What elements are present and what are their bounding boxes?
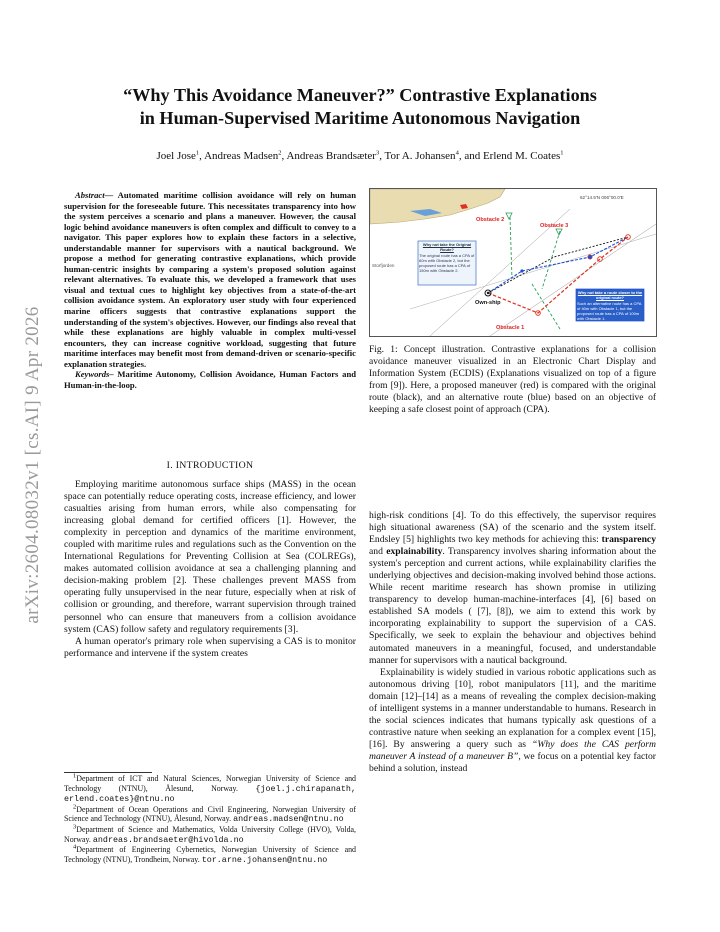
author: Andreas Brandsæter$^3$ [286,149,380,162]
paragraph: Employing maritime autonomous surface ships (MASS) in the ocean space can potentially reduce operating costs, increase efficiency, and lower casualties arising from human errors, while also compensating for increasing global demand for certified officers [1]. However, the complexity in perception and dynamics of the maritime environment, coupled with maritime rules and regulations such as the Convention on the International Regulations for Preventing Collision at Sea (COLREGs), makes automated collision avoidance at sea a challenging planning and decision-making problem [2]. These challenges prevent MASS from operating fully unsupervised in the near future, especially when at risk of collision or grounding, and therefore, warrant supervision through trained personnel who can ensure that maneuvers from a collision avoidance system (CAS) follow safety and regulatory requirements [3]. [64,479,356,635]
obstacle-1-label: Obstacle 1 [496,325,525,331]
introduction-continued [369,510,656,775]
email: andreas.madsen@ntnu.no [233,814,344,825]
paragraph: A human operator's primary role when supervising a CAS is to monitor performance and intervene if the system creates [64,635,356,659]
author-list: Joel Jose$^1$, Andreas Madsen$^2$, Andreas Brandsæter$^3$, Tor A. Johansen$^4$, and Erlend M. Coates$^1$ [156,149,564,162]
section-heading: I. INTRODUCTION [166,460,254,471]
abstract [64,190,356,390]
footnotes [64,774,356,865]
own-ship-label: Own-ship [475,300,501,306]
author: Andreas Madsen$^2$ [204,149,282,162]
keywords-label: Keywords– [75,369,114,380]
paper-title [60,84,660,130]
paragraph: Explainability is widely studied in various robotic applications such as autonomous driving [10], robot manipulators [11], and the maritime domain [12]–[14] as a means of revealing the complex decision-making of intelligent systems in a manner understandable to humans. Research in the social sciences indicates that humans typically ask questions of a contrastive nature when seeking an explanation for a complex event [15], [16]. By answering a query such as “Why does the CAS perform maneuver A instead of a maneuver B”, we focus on a potential key factor behind a solution, instead [369,666,657,774]
box-alternative-text: Such an alternative route has a CPA of 40m with Obstacle 1, but the proposed route has a CPA of 100m with Obstacle 1. [577,301,642,320]
author: Joel Jose$^1$ [156,149,200,162]
email: {joel.j.chirapanath, erlend.coates}@ntnu.no [64,783,356,805]
caption-text: Concept illustration. Contrastive explanations for a collision avoidance maneuver visualized in an Electronic Chart Display and Information System (ECDIS) (Explanations visualized on top of a figure from [9]). Here, a proposed maneuver (red) is compared with the original route (black), and an alternative route (blue) based on an objective of keeping a safe closest point of approach (CPA). [369,345,657,416]
own-ship-center [487,292,489,294]
footnote: $^2$Department of Ocean Operations and Civil Engineering, Norwegian University of Science and Technology (NTNU), Ålesund, Norway. andreas.madsen@ntnu.no [64,803,356,825]
abstract-text: Automated maritime collision avoidance will rely on human supervision for the foreseeable future. This necessitates transparency into how the system perceives a scenario and plans a maneuver. However, the causal logic behind avoidance maneuvers is often complex and difficult to convey to a navigator. This paper explores how to explain these factors in a selective, understandable manner for supervisors with a nautical background. We propose a method for generating contrastive explanations, which provide human-centric insights by comparing a system's proposed solution against relevant alternatives. To evaluate this, we developed a framework that uses visual and textual cues to highlight key objectives from a state-of-the-art collision avoidance system. An exploratory user study with four experienced marine officers suggests that contrastive explanations support the understanding of the system's objectives. However, our findings also reveal that while these explanations are highly valuable in complex multi-vessel encounters, they can increase cognitive workload, suggesting that future maritime interfaces may benefit most from demand-driven or scenario-specific explanation strategies. [64,190,356,369]
paragraph: high-risk conditions [4]. To do this effectively, the supervisor requires high situational awareness (SA) of the scenario and the system itself. Endsley [5] highlights two key methods for achieving this: transparency and explainability. Transparency involves sharing information about the system's perception and current actions, while explainability clarifies the underlying objectives and decision-making involved behind those actions. While recent maritime research has shown promise in utilizing transparency to develop human-machine-interfaces [4], [6] based on established SA models ( [7], [8]), we aim to extend this work by incorporating explainability to support the supervision of a CAS. Specifically, we seek to explain the behaviour and objectives behind automated maneuvers in a meaningful, focused, and understandable manner for supervisors with a nautical background. [369,510,657,666]
waypoint-icon [520,269,523,272]
introduction-text [64,479,356,660]
coords-label: 62°14.5'N 006°00.0'E [580,195,624,200]
caption-label: Fig. 1: [369,345,398,355]
title-line-2: in Human-Supervised Maritime Autonomous Navigation [139,108,581,128]
box-original-title: Why not take the Original Route? [422,242,472,252]
footnote: $^4$Department of Engineering Cybernetics, Norwegian University of Science and Technology (NTNU), Trondheim, Norway. tor.arne.johansen@ntnu.no [64,843,356,865]
email: tor.arne.johansen@ntnu.no [201,854,328,865]
footnote-rule [64,772,152,773]
arxiv-stamp: arXiv:2604.08032v1 [cs.AI] 9 Apr 2026 [22,306,43,624]
box-alternative-title: Why not take a route closer to the original route? [577,290,643,300]
title-line-1: “Why This Avoidance Maneuver?” Contrastive Explanations [123,85,597,105]
author: Erlend M. Coates$^1$ [482,149,564,162]
waypoint-icon [588,255,592,259]
footnote: $^3$Department of Science and Mathematics, Volda University College (HVO), Volda, Norway. andreas.brandsaeter@hivolda.no [64,823,356,845]
footnote: $^1$Department of ICT and Natural Sciences, Norwegian University of Science and Technology (NTNU), Ålesund, Norway. {joel.j.chirapanath, erlend.coates}@ntnu.no [64,772,356,805]
figure-1-ecdis-illustration [369,188,657,337]
obstacle-3-label: Obstacle 3 [540,223,569,229]
author: Tor A. Johansen$^4$ [384,149,459,162]
email: andreas.brandsaeter@hivolda.no [92,834,244,845]
abstract-label: Abstract— [75,190,114,200]
place-label: Storfjorden [372,263,395,268]
box-original-text: The original route has a CPA of 60m with Obstacle 2, but the proposed route has a CPA of 150m with Obstacle 2. [419,253,475,273]
figure-caption [369,344,656,417]
figure-canvas [370,189,656,336]
obstacle-2-label: Obstacle 2 [476,217,505,223]
keywords: Maritime Autonomy, Collision Avoidance, Human Factors and Human-in-the-loop. [64,369,356,390]
